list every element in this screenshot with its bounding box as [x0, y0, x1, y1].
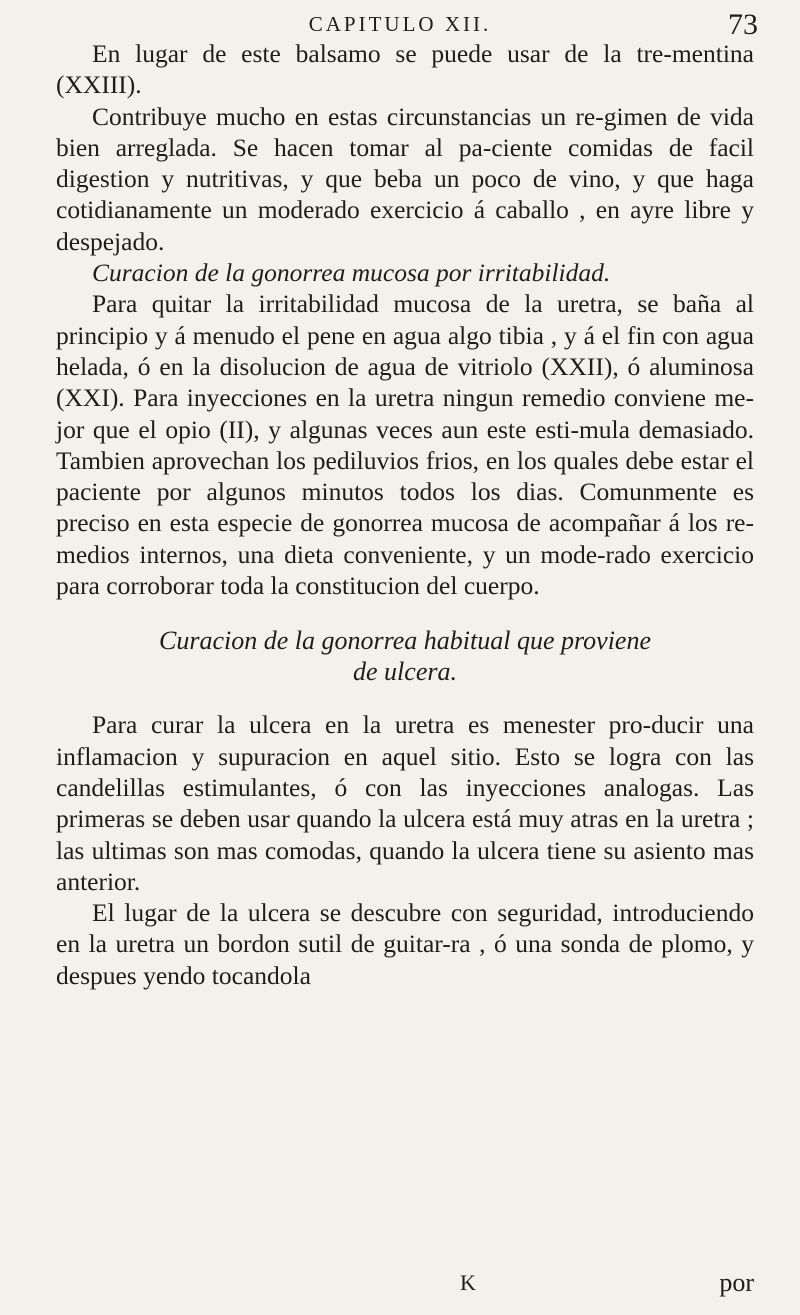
- catchword: por: [719, 1268, 754, 1297]
- signature-mark: K: [460, 1270, 476, 1295]
- paragraph-3: Para quitar la irritabilidad mucosa de la uretra, se baña al principio y á menudo el pene en agua algo tibia , y á el fin con agua helada, ó en la disolucion de agua de vitriolo (XXII), ó aluminosa (XXI). Para inyecciones en la uretra ningun remedio conviene me-jor que el opio (II), y algunas veces aun este esti-mula demasiado. Tambien aprovechan los pediluvios frios, en los quales debe estar el paciente por algunos minutos todos los dias. Comunmente es preciso en esta especie de gonorrea mucosa de acompañar á los re-medios internos, una dieta conveniente, y un mode-rado exercicio para corroborar toda la constitucion del cuerpo.: [56, 289, 754, 601]
- body-text: [56, 38, 754, 991]
- paragraph-4: Para curar la ulcera en la uretra es menester pro-ducir una inflamacion y supuracion en aquel sitio. Esto se logra con las candelillas estimulantes, ó con las inyecciones analogas. Las primeras se deben usar quando la ulcera está muy atras en la uretra ; las ultimas son mas comodas, quando la ulcera tiene su asiento mas anterior.: [56, 710, 754, 896]
- section-heading-2-line-1: Curacion de la gonorrea habitual que proviene: [158, 626, 651, 656]
- paragraph-2: Contribuye mucho en estas circunstancias un re-gimen de vida bien arreglada. Se hacen tomar al pa-ciente comidas de facil digestion y nutritivas, y que beba un poco de vino, y que haga cotidianamente un moderado exercicio á caballo , en ayre libre y despejado.: [56, 101, 754, 256]
- section-heading-2-line-2: de ulcera.: [353, 657, 457, 687]
- paragraph-5: El lugar de la ulcera se descubre con seguridad, introduciendo en la uretra un bordon sutil de guitar-ra , ó una sonda de plomo, y despues yendo tocandola: [56, 898, 754, 990]
- paragraph-1: En lugar de este balsamo se puede usar de la tre-mentina (XXIII).: [56, 39, 754, 100]
- section-heading-1: Curacion de la gonorrea mucosa por irritabilidad.: [92, 258, 611, 288]
- running-head: CAPITULO XII.: [308, 12, 492, 36]
- page-number: 73: [728, 8, 758, 41]
- section-heading-2: [56, 625, 754, 687]
